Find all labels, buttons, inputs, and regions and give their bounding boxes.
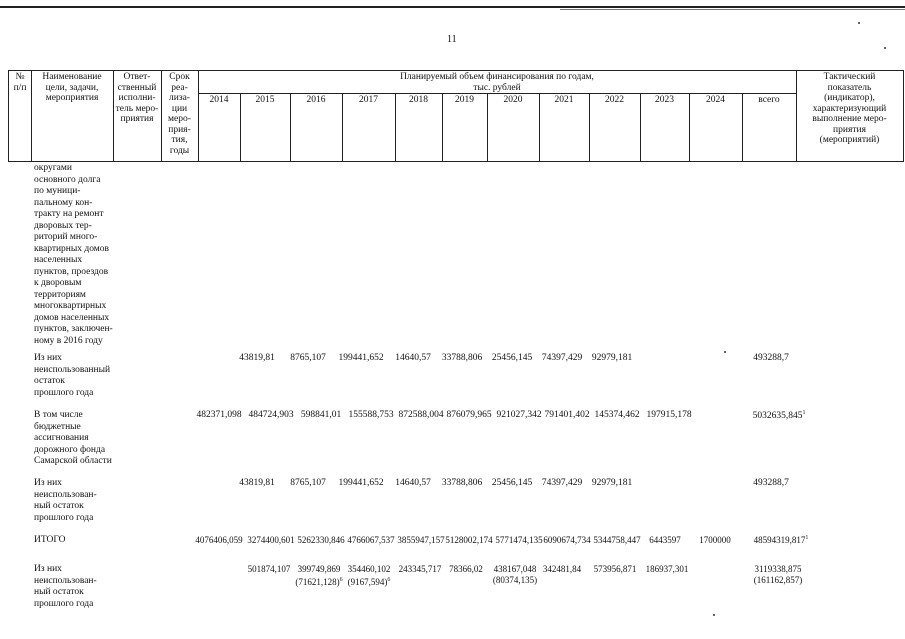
scan-speck [713, 614, 715, 616]
year-2022: 2022 [605, 95, 624, 105]
row-value: 25456,145 [491, 353, 533, 363]
row-value: 484724,903 [248, 410, 294, 420]
row-value: 482371,098 [196, 410, 242, 420]
row-value: 243345,717 [398, 564, 442, 574]
row-value: 3855947,157 [397, 535, 445, 545]
row-value-2020: 438167,048 (80374,135) [492, 564, 538, 585]
row-value-total: 493288,7 [753, 353, 789, 363]
row-value: 186937,301 [645, 564, 689, 574]
row-value: 33788,806 [441, 478, 483, 488]
row-value: 199441,652 [338, 353, 384, 363]
year-2016: 2016 [306, 95, 326, 105]
row-value: 3274400,601 [247, 535, 295, 545]
col-number-header: № п/п [13, 72, 27, 93]
row-value: 501874,107 [247, 564, 291, 574]
year-2018: 2018 [409, 95, 428, 105]
top-rule [0, 6, 905, 8]
row-value: 155588,753 [348, 410, 394, 420]
row-value: 573956,871 [593, 564, 637, 574]
row-value-total: 48594319,817$^1$ [753, 535, 809, 545]
row-value: 5771474,135 [495, 535, 543, 545]
col-funding-header: Планируемый объем финансирования по годам, тыс. рублей [400, 72, 594, 93]
row-label: В том числе бюджетные ассигнования дорожного фонда Самарской области [34, 410, 112, 466]
year-2017: 2017 [359, 95, 378, 105]
row-value: 4076406,059 [195, 535, 243, 545]
col-term-header: Срок реа- лиза- ции меро- прия- тия, годы [168, 72, 191, 156]
row-value-total: 3119338,875 (161162,857) [753, 564, 803, 585]
row-value-2016: 399749,869 $(71621,128)^6$ [295, 564, 343, 587]
row-value-2017: 354460,102 $(9167,594)^6$ [347, 564, 391, 587]
page-number: 11 [447, 34, 457, 45]
row-value: 74397,429 [541, 478, 583, 488]
row-value: 145374,462 [594, 410, 640, 420]
row-value: 598841,01 [300, 410, 342, 420]
row-value-total: 493288,7 [753, 478, 789, 488]
row-value: 92979,181 [591, 353, 633, 363]
row-value: 921027,342 [496, 410, 542, 420]
year-2015: 2015 [255, 95, 275, 105]
row-value: 74397,429 [541, 353, 583, 363]
row-value: 5344758,447 [593, 535, 641, 545]
row-value: 43819,81 [239, 478, 275, 488]
row-label: Из них неиспользованный остаток прошлого года [34, 353, 111, 398]
year-2023: 2023 [655, 95, 674, 105]
row-value: 197915,178 [646, 410, 692, 420]
scan-speck [858, 22, 860, 24]
row-value: 4766067,537 [347, 535, 395, 545]
row-value: 25456,145 [491, 478, 533, 488]
year-total: всего [758, 95, 780, 105]
row-label: Из них неиспользован- ный остаток прошлого года [34, 564, 97, 609]
year-2014: 2014 [209, 95, 229, 105]
row-value: 33788,806 [441, 353, 483, 363]
scan-speck [724, 351, 726, 353]
year-2021: 2021 [554, 95, 574, 105]
row-value: 5262330,846 [297, 535, 345, 545]
row-value: 876079,965 [446, 410, 492, 420]
scan-speck [884, 47, 886, 49]
row-value: 6443597 [649, 535, 681, 545]
row-value: 6090674,734 [543, 535, 591, 545]
row-value: 872588,004 [398, 410, 444, 420]
row-value: 78366,02 [449, 564, 483, 574]
row-value: 199441,652 [338, 478, 384, 488]
row-value: 43819,81 [239, 353, 275, 363]
col-name-header: Наименование цели, задачи, мероприятия [42, 72, 102, 103]
year-2024: 2024 [706, 95, 725, 105]
col-executor-header: Ответ- ственный исполни- тель меро- приятия [115, 72, 159, 124]
row-value: 92979,181 [591, 478, 633, 488]
table-header [8, 70, 904, 162]
row-value: 5128002,174 [445, 535, 493, 545]
row-value: 14640,57 [395, 478, 431, 488]
row-label-total: ИТОГО [34, 535, 66, 545]
row-value: 8765,107 [290, 353, 326, 363]
row-value: 342481,84 [542, 564, 582, 574]
row-value: 791401,402 [544, 410, 590, 420]
year-2019: 2019 [455, 95, 474, 105]
row-value: 8765,107 [290, 478, 326, 488]
continuation-text: округами основного долга по муници- пальному кон- тракту на ремонт дворовых тер- риторий много- квартирных домов населенных пунктов, проездов к дворовым территориям многоквартирных домов населенных пунктов, заключен- ному в 2016 году [34, 163, 113, 346]
top-rule-secondary [560, 9, 905, 10]
row-value: 1700000 [699, 535, 731, 545]
row-value: 14640,57 [395, 353, 431, 363]
row-value-total: 5032635,845$^1$ [752, 410, 806, 422]
row-label: Из них неиспользован- ный остаток прошлого года [34, 478, 97, 523]
col-indicator-header: Тактический показатель (индикатор), характеризующий выполнение меро- приятия (мероприятий) [812, 72, 887, 145]
year-2020: 2020 [503, 95, 523, 105]
